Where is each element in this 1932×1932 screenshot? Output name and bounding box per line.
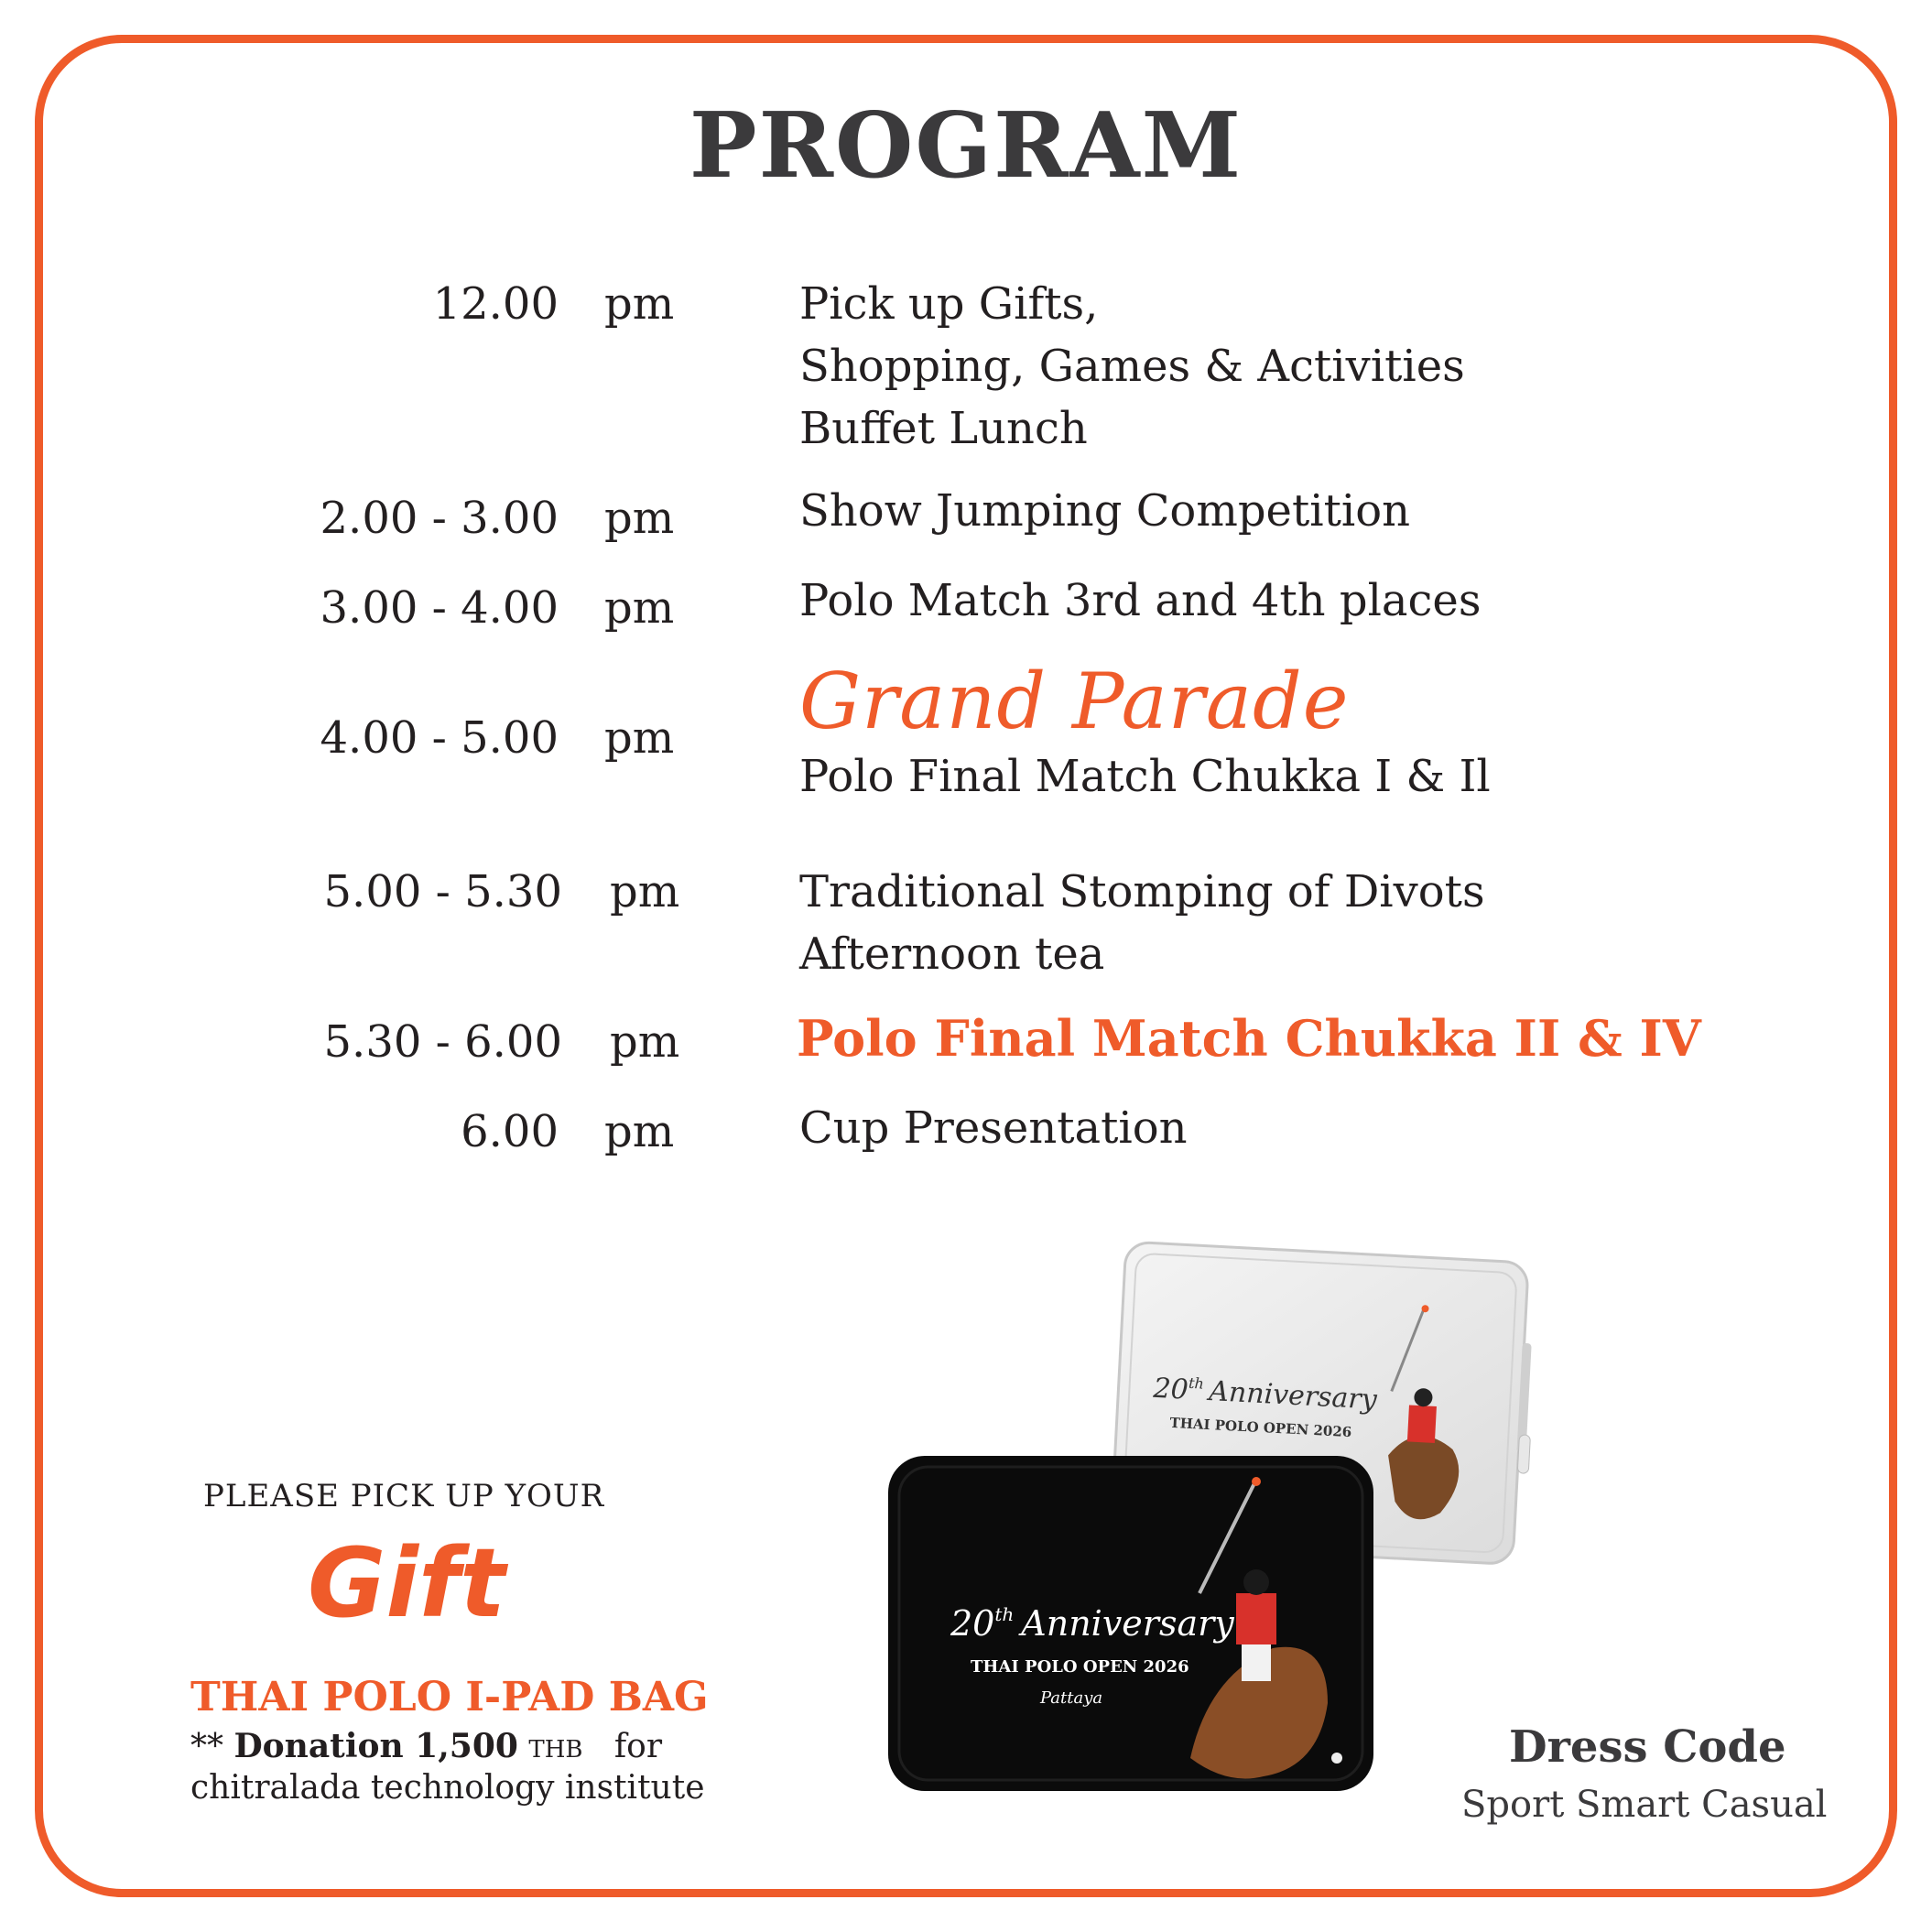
grand-parade-heading: Grand Parade <box>799 657 1350 746</box>
donation-for: for <box>613 1728 663 1765</box>
gift-script-word: Gift <box>308 1527 505 1639</box>
black-bag-anniv-num: 20 <box>950 1603 995 1644</box>
svg-text:20thAnniversary <box>950 1603 1234 1644</box>
schedule-time: 2.00 - 3.00 <box>320 493 559 544</box>
schedule-line: Polo Final Match Chukka I & Il <box>799 751 1491 802</box>
donation-amount: Donation 1,500 <box>233 1727 518 1765</box>
donation-currency: THB <box>528 1736 583 1764</box>
schedule-unit: pm <box>604 493 675 544</box>
schedule-time: 3.00 - 4.00 <box>320 582 559 634</box>
schedule-time: 12.00 <box>432 278 559 330</box>
donation-prefix: ** <box>190 1728 234 1765</box>
ipad-bag-image <box>879 1236 1575 1804</box>
schedule-line: Shopping, Games & Activities <box>799 341 1465 392</box>
donation-note <box>190 1727 705 1807</box>
schedule-unit: pm <box>610 866 680 917</box>
schedule-description <box>799 861 1485 985</box>
schedule-line: Buffet Lunch <box>799 403 1088 454</box>
schedule-line: Traditional Stomping of Divots <box>799 866 1485 917</box>
white-bag-anniv-num: 20 <box>1152 1372 1189 1406</box>
schedule-line: Cup Presentation <box>799 1102 1188 1154</box>
dress-code-value: Sport Smart Casual <box>1461 1784 1828 1826</box>
schedule-unit: pm <box>604 1106 675 1157</box>
schedule-description <box>799 570 1481 632</box>
schedule-time: 5.00 - 5.30 <box>323 866 562 917</box>
schedule-unit: pm <box>604 278 675 330</box>
white-bag-anniv-word: Anniversary <box>1208 1375 1378 1416</box>
schedule-line-highlight: Polo Final Match Chukka II & IV <box>797 1009 1701 1068</box>
black-bag-event: THAI POLO OPEN 2026 <box>971 1657 1189 1677</box>
gift-name: THAI POLO I-PAD BAG <box>190 1674 709 1720</box>
donation-beneficiary: chitralada technology institute <box>190 1769 705 1807</box>
black-bag <box>888 1456 1373 1791</box>
white-bag-event: THAI POLO OPEN 2026 <box>1169 1414 1352 1441</box>
schedule-description <box>799 657 1491 808</box>
black-bag-anniv-word: Anniversary <box>1021 1603 1234 1644</box>
schedule-line: Afternoon tea <box>799 928 1105 980</box>
white-bag-anniv-sup: th <box>1188 1373 1205 1393</box>
gift-intro: PLEASE PICK UP YOUR <box>203 1478 605 1514</box>
page-title: PROGRAM <box>689 93 1243 199</box>
schedule-line: Pick up Gifts, <box>799 278 1099 330</box>
schedule-time: 5.30 - 6.00 <box>323 1016 562 1068</box>
schedule-time: 4.00 - 5.00 <box>320 712 559 764</box>
schedule-unit: pm <box>610 1016 680 1068</box>
schedule-time: 6.00 <box>461 1106 559 1157</box>
schedule-description <box>799 1097 1188 1159</box>
black-bag-location: Pattaya <box>1040 1688 1103 1708</box>
schedule-description <box>799 273 1465 460</box>
black-bag-anniv-sup: th <box>994 1603 1015 1625</box>
schedule-description <box>799 480 1410 542</box>
schedule-description <box>797 1007 1701 1069</box>
schedule-unit: pm <box>604 582 675 634</box>
schedule-line: Show Jumping Competition <box>799 485 1411 537</box>
schedule-unit: pm <box>604 712 675 764</box>
dress-code-title: Dress Code <box>1509 1721 1786 1773</box>
schedule-line: Polo Match 3rd and 4th places <box>799 575 1482 626</box>
